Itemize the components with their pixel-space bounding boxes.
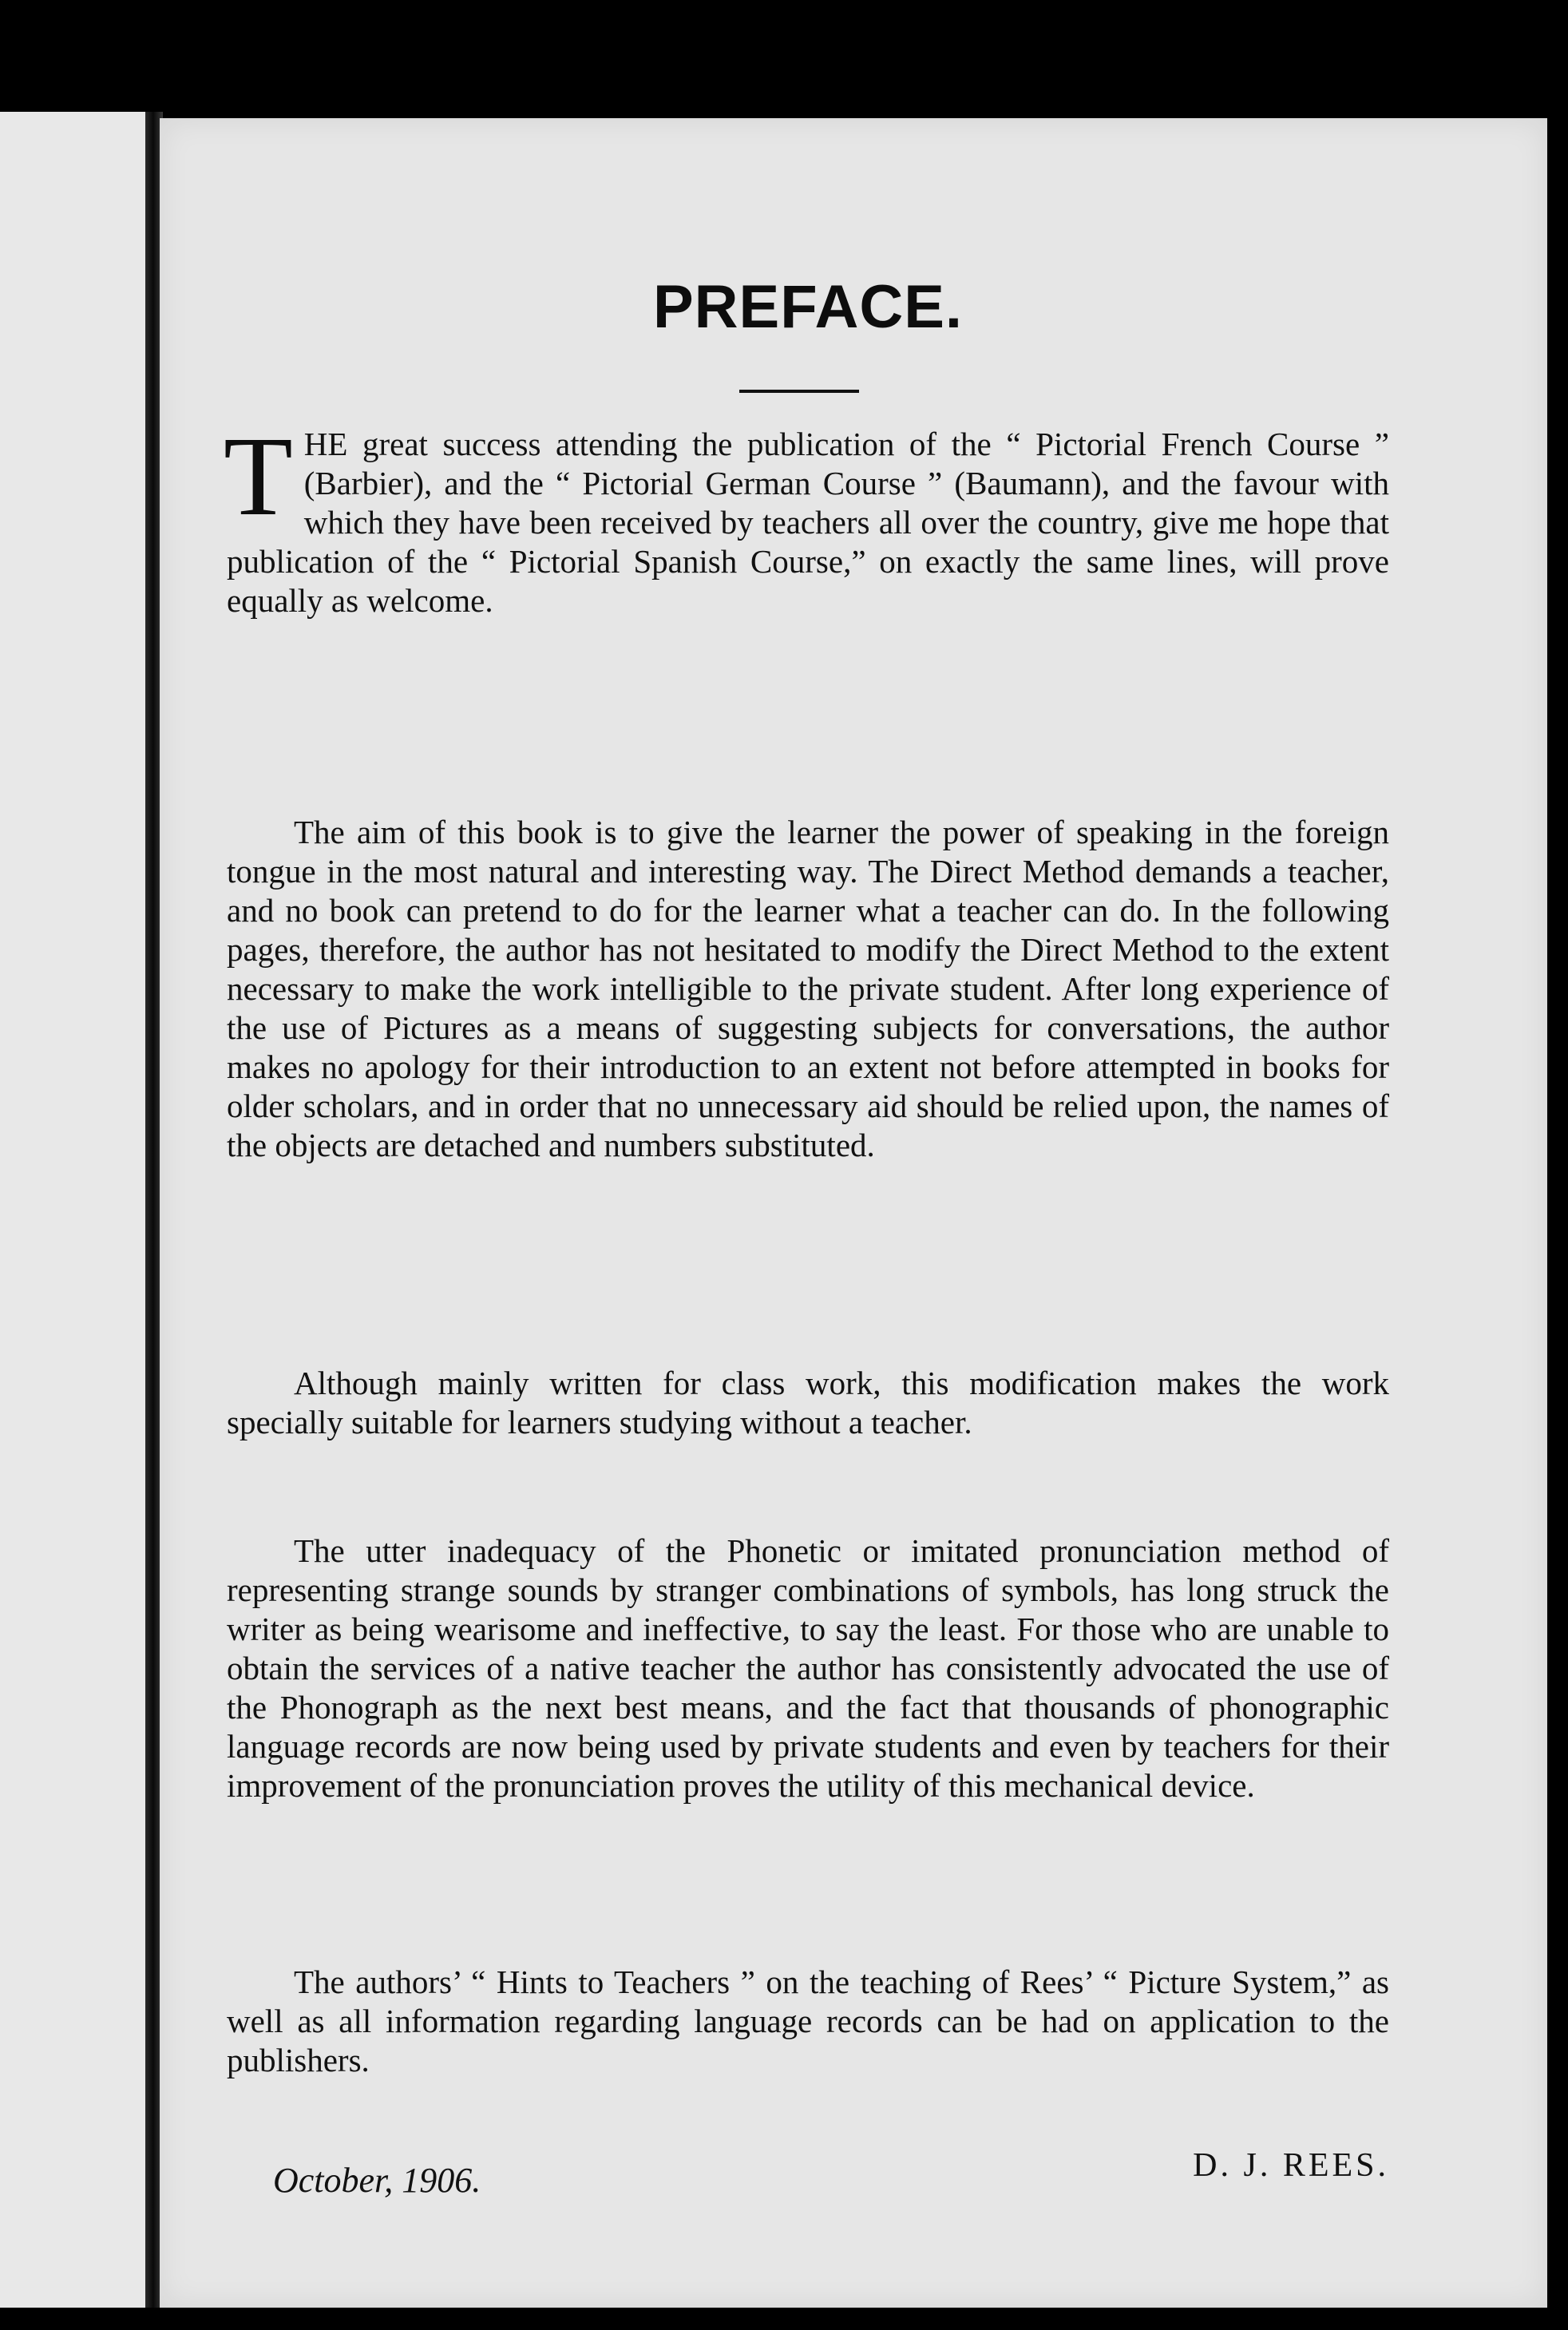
paragraph-2: The aim of this book is to give the learner the power of speaking in the foreign tongue in the most natural and interesting way. The Direct Method demands a teacher, and no book can pretend to do for the learner what a teacher can do. In the following pages, therefore, the author has not hesitated to modify the Direct Method to the extent necessary to make the work intelligible to the private student. After long experience of the use of Pictures as a means of suggesting subjects for conversations, the author makes no apology for their introduction to an extent not before attempted in books for older scholars, and in order that no unnecessary aid should be relied upon, the names of the objects are detached and numbers substituted. — [227, 814, 1389, 1163]
paragraph-4: The utter inadequacy of the Phonetic or imitated pronunciation method of representing strange sounds by stranger combinations of symbols, has long struck the writer as being wearisome and ineffective, to say the least. For those who are unable to obtain the services of a native teacher the author has consistently advocated the use of the Phonograph as the next best means, and the fact that thousands of phonographic language records are now being used by private students and even by teachers for their improvement of the pronunciation proves the utility of this mechanical device. — [227, 1532, 1389, 1804]
author-signature: D. J. REES. — [1193, 2147, 1389, 2184]
facing-page-edge — [0, 112, 160, 2308]
paragraph-3: Although mainly written for class work, this modification makes the work specially suitable for learners studying without a teacher. — [227, 1365, 1389, 1440]
title-rule — [739, 390, 859, 393]
preface-page — [160, 118, 1547, 2308]
drop-cap: T — [224, 413, 293, 539]
paragraph-5: The authors’ “ Hints to Teachers ” on the teaching of Rees’ “ Picture System,” as well as all information regarding language records can be had on application to the publishers. — [227, 1963, 1389, 2078]
page-title: PREFACE. — [652, 273, 964, 341]
paragraph-1-text: HE great success attending the publication of the “ Pictorial French Course ” (Barbier), and the “ Pictorial German Course ” (Baumann), and the favour with which they have been received by teachers all over the country, give me hope that publication of the “ Pictorial Spanish Course,” on exactly the same lines, will prove equally as welcome. — [227, 426, 1389, 619]
paragraph-1 — [224, 413, 1389, 620]
preface-date: October, 1906. — [273, 2161, 481, 2200]
